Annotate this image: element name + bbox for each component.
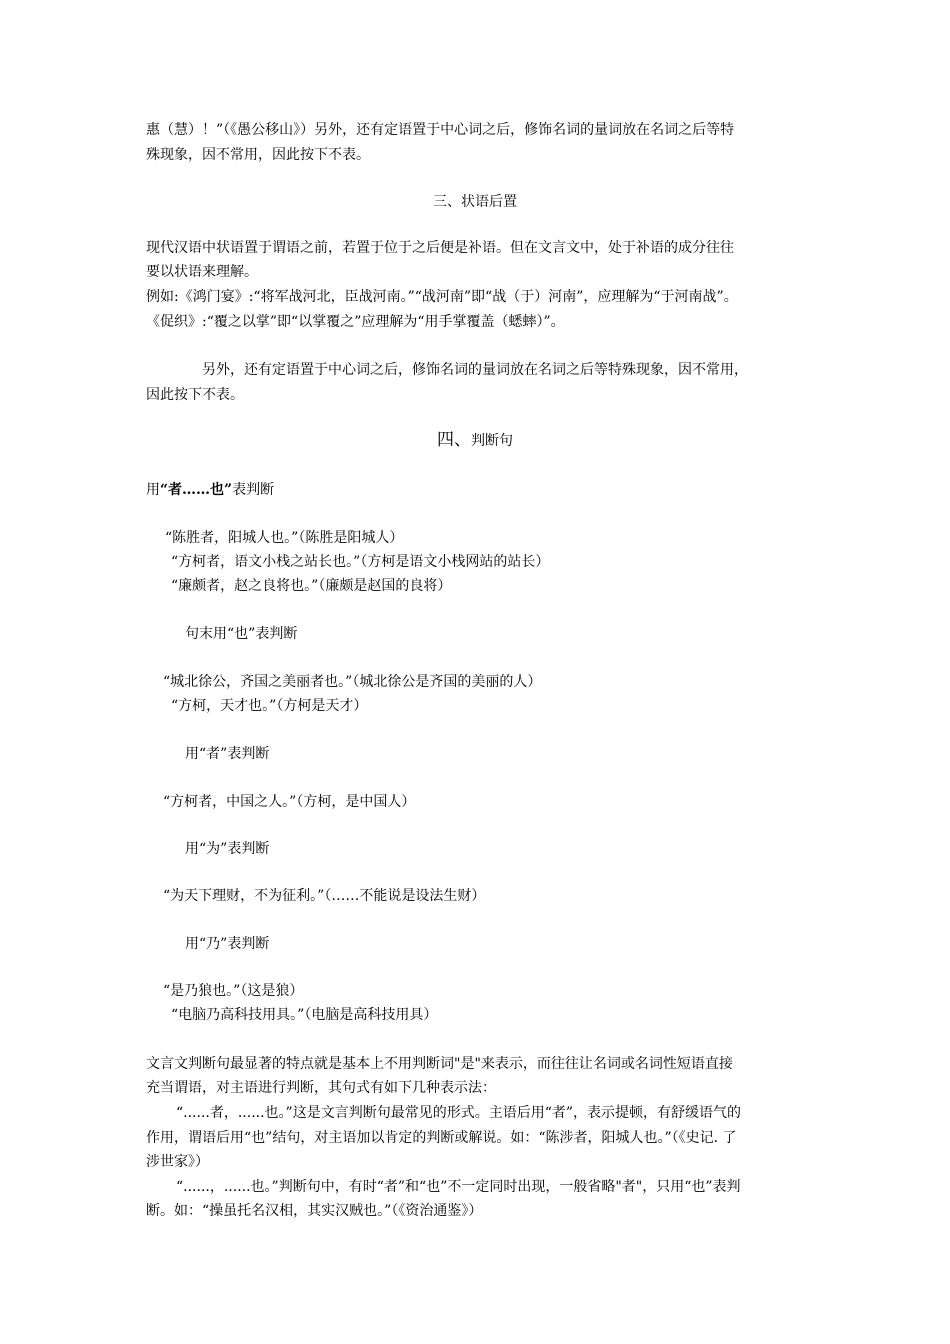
paragraph-1-line-2: 充当谓语，对主语进行判断，其句式有如下几种表示法： — [146, 1080, 496, 1096]
intro-line-2: 殊现象，因不常用，因此按下不表。 — [146, 147, 370, 163]
section-4-title — [0, 431, 950, 450]
subhead-zhe-ye-pattern: “者……也” — [160, 482, 233, 498]
section-3-line-1: 现代汉语中状语置于谓语之前，若置于位于之后便是补语。但在文言文中，处于补语的成分往往 — [146, 240, 734, 256]
paragraph-2-line-2: 作用，谓语后用“也”结句，对主语加以肯定的判断或解说。如：“陈涉者，阳城人也。”（《史记. 了 — [146, 1130, 737, 1146]
subhead-zhe-ye — [146, 481, 274, 499]
example-2-1: “城北徐公，齐国之美丽者也。”（城北徐公是齐国的美丽的人） — [163, 674, 542, 690]
subhead-ye: 句末用“也”表判断 — [185, 626, 298, 642]
paragraph-2-line-1: “......者，......也。”这是文言判断句最常见的形式。主语后用“者”，表示提顿，有舒缓语气的 — [176, 1105, 742, 1121]
section-3-title: 三、状语后置 — [433, 194, 517, 210]
section-3-line-3: 例如:《鸿门宴》:“将军战河北，臣战河南。”“战河南”即“战（于）河南”，应理解为“于河南战”。 — [146, 289, 738, 305]
example-1-2: “方柯者，语文小栈之站长也。”（方柯是语文小栈网站的站长） — [171, 554, 550, 570]
example-5-2: “电脑乃高科技用具。”（电脑是高科技用具） — [171, 1007, 438, 1023]
section-3-line-5: 另外，还有定语置于中心词之后，修饰名词的量词放在名词之后等特殊现象，因不常用， — [202, 362, 748, 378]
section-3-line-4: 《促织》:“覆之以掌”即“以掌覆之”应理解为“用手掌覆盖（蟋蟀）”。 — [146, 314, 565, 330]
subhead-zhe-ye-suffix: 表判断 — [232, 482, 275, 498]
subhead-zhe-ye-prefix: 用 — [146, 482, 160, 498]
example-1-1: “陈胜者，阳城人也。”（陈胜是阳城人） — [165, 530, 404, 546]
paragraph-3-line-1: “......，......也。”判断句中，有时“者”和“也”不一定同时出现，一般省略"者"，只用“也”表判 — [176, 1179, 741, 1195]
example-4-1: “为天下理财，不为征利。”（……不能说是设法生财） — [163, 888, 486, 904]
section-4-label: 判断句 — [471, 433, 513, 449]
section-3-line-2: 要以状语来理解。 — [146, 264, 258, 280]
subhead-wei: 用“为”表判断 — [185, 841, 270, 857]
intro-line-1: 惠（慧）！”（《愚公移山》）另外，还有定语置于中心词之后，修饰名词的量词放在名词之后等特 — [146, 122, 735, 138]
subhead-zhe: 用“者”表判断 — [185, 746, 270, 762]
section-3-line-6: 因此按下不表。 — [146, 387, 244, 403]
paragraph-1-line-1: 文言文判断句最显著的特点就是基本上不用判断词"是"来表示，而往往让名词或名词性短语直接 — [146, 1056, 733, 1072]
paragraph-2-line-3: 涉世家》） — [146, 1154, 209, 1170]
section-4-number: 四、 — [437, 430, 471, 450]
example-3-1: “方柯者，中国之人。”（方柯，是中国人） — [163, 794, 416, 810]
example-5-1: “是乃狼也。”（这是狼） — [163, 983, 304, 999]
example-2-2: “方柯，天才也。”（方柯是天才） — [171, 698, 368, 714]
example-1-3: “廉颇者，赵之良将也。”（廉颇是赵国的良将） — [171, 578, 452, 594]
paragraph-3-line-2: 断。如：“操虽托名汉相，其实汉贼也。”（《资治通鉴》） — [146, 1203, 483, 1219]
subhead-nai: 用“乃”表判断 — [185, 936, 270, 952]
